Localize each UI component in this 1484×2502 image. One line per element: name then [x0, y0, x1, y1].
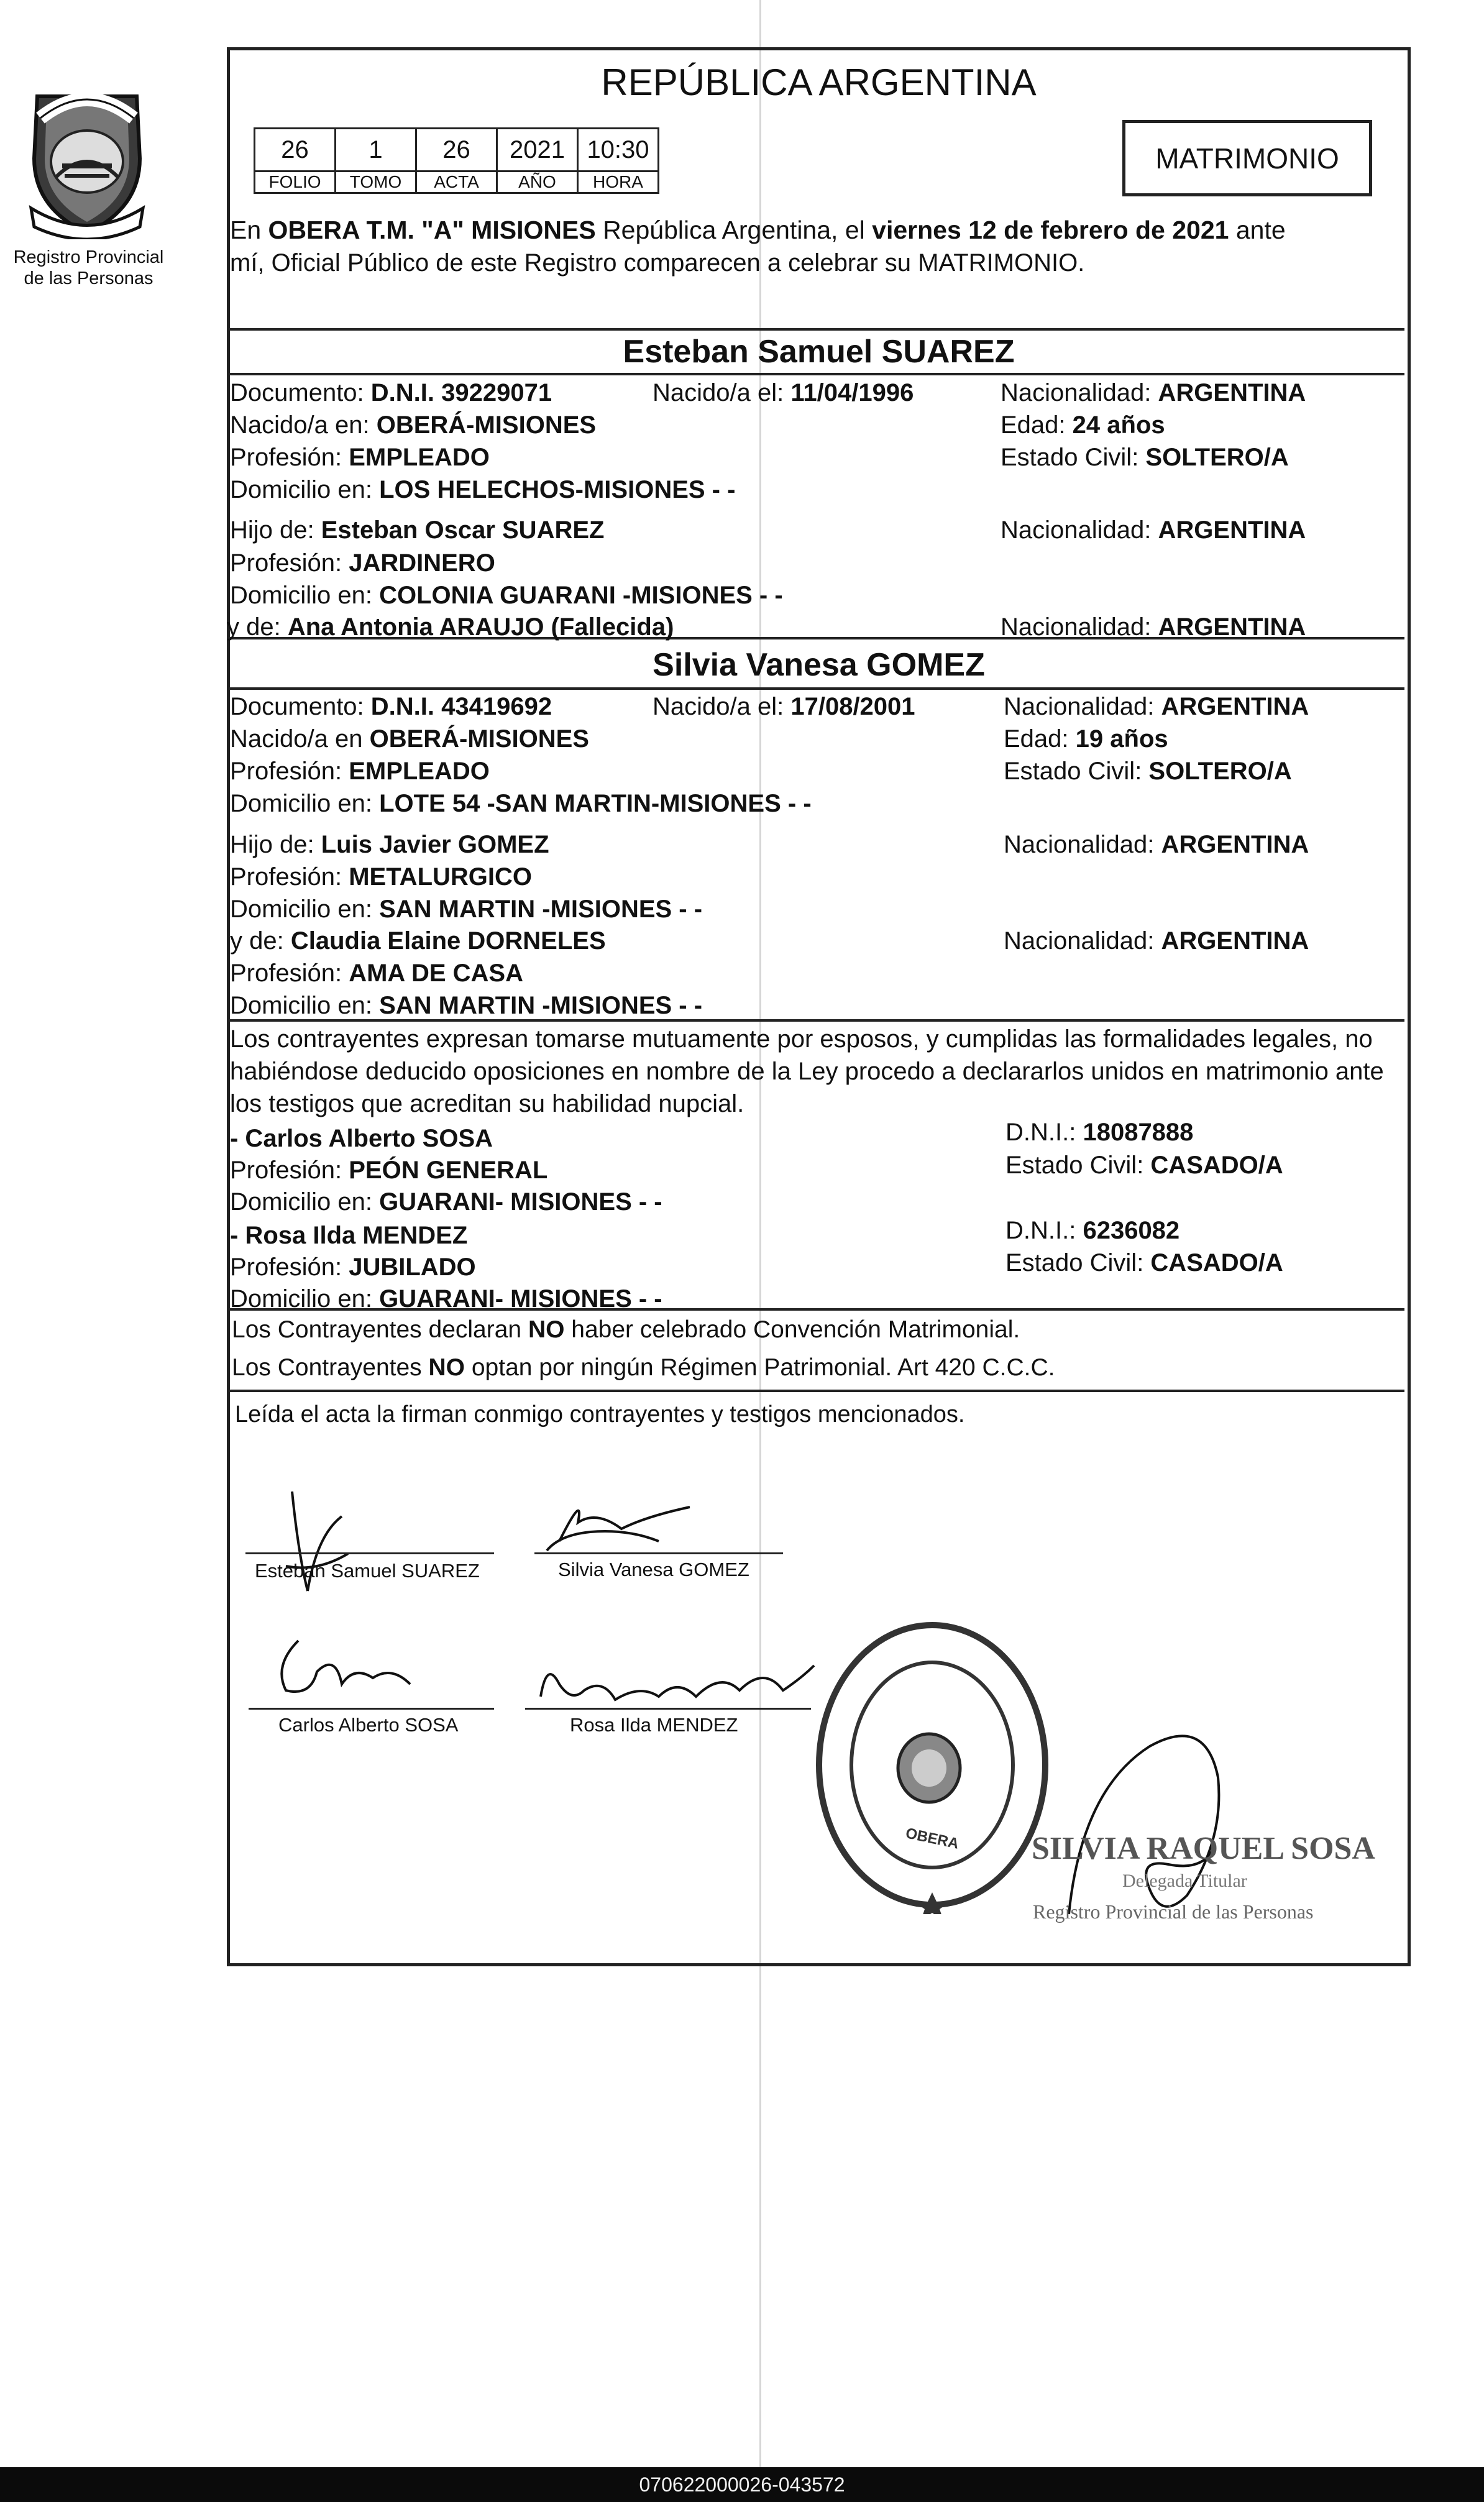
label: Estado Civil:	[1005, 1249, 1151, 1276]
separator	[227, 328, 1404, 331]
c1-edad	[1001, 413, 1165, 438]
value: ARGENTINA	[1161, 927, 1309, 955]
label: Profesión:	[230, 1157, 349, 1184]
official-title: Delegada Titular	[1122, 1871, 1247, 1891]
c1-nacido-el	[653, 380, 914, 405]
value: CASADO/A	[1150, 1152, 1283, 1179]
label: Domicilio en:	[230, 582, 380, 609]
c2-padre-profesion	[230, 864, 532, 889]
c2-padre-nacionalidad	[1004, 832, 1309, 857]
c1-profesion	[230, 445, 490, 470]
value: CASADO/A	[1150, 1249, 1283, 1276]
value: SOLTERO/A	[1148, 758, 1292, 785]
c2-nacido-en	[230, 726, 589, 751]
official-org: Registro Provincial de las Personas	[1033, 1900, 1314, 1923]
label: Edad:	[1004, 725, 1076, 753]
registry-table	[254, 127, 659, 194]
testigo-2-domicilio	[230, 1286, 662, 1311]
declaration-line-2: habiéndose deducido oposiciones en nombre de la Ley procedo a declararlos unidos en matrimonio ante	[230, 1058, 1384, 1085]
signature-label-1: Esteban Samuel SUAREZ	[255, 1560, 480, 1582]
label: D.N.I.:	[1005, 1119, 1083, 1146]
value: LOS HELECHOS-MISIONES - -	[379, 476, 736, 503]
value: PEÓN GENERAL	[349, 1157, 548, 1184]
signature-label-4: Rosa Ilda MENDEZ	[570, 1714, 738, 1736]
stamp-bottom-text: OBERA	[904, 1825, 961, 1853]
c1-estado-civil	[1001, 445, 1289, 470]
value: 6236082	[1083, 1217, 1180, 1244]
c1-nacionalidad	[1001, 380, 1306, 405]
declaration-line-3: los testigos que acreditan su habilidad nupcial.	[230, 1090, 744, 1117]
c2-domicilio	[230, 791, 812, 816]
c1-padre	[230, 518, 604, 543]
leida-text: Leída el acta la firman conmigo contrayentes y testigos mencionados.	[235, 1401, 965, 1427]
c2-padre	[230, 832, 549, 857]
c2-madre	[230, 928, 606, 953]
value: COLONIA GUARANI -MISIONES - -	[379, 582, 783, 609]
value: ARGENTINA	[1161, 693, 1309, 720]
text: haber celebrado Convención Matrimonial.	[564, 1316, 1020, 1343]
value: OBERÁ-MISIONES	[376, 411, 597, 439]
label: Domicilio en:	[230, 896, 380, 923]
c2-edad	[1004, 726, 1168, 751]
value: 17/08/2001	[790, 693, 915, 720]
signature-scribble-1	[273, 1479, 373, 1603]
value: OBERÁ-MISIONES	[369, 725, 589, 753]
anio-value: 2021	[497, 129, 578, 172]
label: Profesión:	[230, 444, 349, 471]
testigo-2-estado	[1005, 1250, 1283, 1275]
value: D.N.I. 39229071	[370, 379, 552, 406]
tomo-value: 1	[336, 129, 416, 172]
testigo-1-domicilio	[230, 1189, 662, 1214]
signature-scribble-3	[261, 1628, 423, 1709]
value: Esteban Oscar SUAREZ	[321, 516, 605, 544]
separator	[227, 1019, 1404, 1022]
acta-value: 26	[416, 129, 497, 172]
label: Documento:	[230, 693, 371, 720]
tomo-label: TOMO	[336, 172, 416, 193]
value: ARGENTINA	[1161, 831, 1309, 858]
label: Nacionalidad:	[1001, 613, 1158, 641]
signature-scribble-4	[534, 1653, 820, 1715]
value: JARDINERO	[349, 549, 495, 577]
value: EMPLEADO	[349, 758, 490, 785]
testigo-1-profesion	[230, 1158, 547, 1183]
testigo-2-profesion	[230, 1255, 476, 1280]
value: GUARANI- MISIONES - -	[379, 1285, 662, 1313]
label: Nacionalidad:	[1004, 927, 1161, 955]
label: Domicilio en:	[230, 1188, 380, 1216]
value: 24 años	[1072, 411, 1165, 439]
label: Documento:	[230, 379, 371, 406]
value: METALURGICO	[349, 863, 533, 891]
label: Domicilio en:	[230, 1285, 380, 1313]
label: Nacionalidad:	[1004, 693, 1161, 720]
value: Luis Javier GOMEZ	[321, 831, 549, 858]
acta-label: ACTA	[416, 172, 497, 193]
label: y de:	[227, 613, 288, 641]
value: ARGENTINA	[1158, 516, 1306, 544]
label: D.N.I.:	[1005, 1217, 1083, 1244]
c2-madre-nacionalidad	[1004, 928, 1309, 953]
c2-madre-domicilio	[230, 993, 702, 1018]
value: D.N.I. 43419692	[370, 693, 552, 720]
intro-line-1	[230, 218, 1286, 243]
intro-p1: En	[230, 216, 268, 244]
label: Nacionalidad:	[1001, 379, 1158, 406]
convencion-line-1	[232, 1317, 1020, 1342]
c1-documento	[230, 380, 552, 405]
c2-profesion	[230, 759, 490, 784]
label: Hijo de:	[230, 831, 321, 858]
footer-code: 070622000026-043572	[639, 2473, 845, 2496]
label: Nacionalidad:	[1001, 516, 1158, 544]
c2-madre-profesion	[230, 961, 523, 986]
label: Nacido/a el:	[653, 379, 791, 406]
folio-value: 26	[255, 129, 336, 172]
c1-nacido-en	[230, 413, 596, 438]
label: Estado Civil:	[1005, 1152, 1151, 1179]
intro-p2: República Argentina, el	[595, 216, 873, 244]
act-type-box: MATRIMONIO	[1122, 120, 1372, 196]
c2-nacionalidad	[1004, 694, 1309, 719]
text-bold: NO	[528, 1316, 565, 1343]
label: Profesión:	[230, 758, 349, 785]
label: Domicilio en:	[230, 992, 380, 1019]
intro-date: viernes 12 de febrero de 2021	[872, 216, 1229, 244]
value: 11/04/1996	[790, 379, 914, 406]
label: Estado Civil:	[1004, 758, 1149, 785]
declaration-line-1: Los contrayentes expresan tomarse mutuamente por esposos, y cumplidas las formalidades legales, no	[230, 1025, 1373, 1053]
signature-line-4	[525, 1708, 811, 1710]
testigo-1-estado	[1005, 1153, 1283, 1178]
intro-line-2: mí, Oficial Público de este Registro comparecen a celebrar su MATRIMONIO.	[230, 249, 1085, 277]
country-title: REPÚBLICA ARGENTINA	[601, 62, 1037, 103]
value: EMPLEADO	[349, 444, 490, 471]
text: Los Contrayentes	[232, 1354, 429, 1381]
hora-value: 10:30	[578, 129, 659, 172]
signature-line-3	[249, 1708, 494, 1710]
label: Nacido/a en:	[230, 411, 377, 439]
logo-caption-line2: de las Personas	[24, 268, 153, 288]
label: Nacido/a en	[230, 725, 370, 753]
testigo-1-dni	[1005, 1120, 1193, 1145]
text-bold: NO	[428, 1354, 465, 1381]
testigo-1-name: - Carlos Alberto SOSA	[230, 1125, 493, 1152]
signature-label-3: Carlos Alberto SOSA	[278, 1714, 459, 1736]
label: Profesión:	[230, 1253, 349, 1281]
text: Los Contrayentes declaran	[232, 1316, 528, 1343]
value: JUBILADO	[349, 1253, 476, 1281]
label: Profesión:	[230, 960, 349, 987]
testigo-2-name: - Rosa Ilda MENDEZ	[230, 1222, 468, 1249]
intro-p3: ante	[1229, 216, 1286, 244]
folio-label: FOLIO	[255, 172, 336, 193]
value: SAN MARTIN -MISIONES - -	[379, 992, 703, 1019]
signature-line-2	[534, 1552, 783, 1554]
c1-madre-nacionalidad	[1001, 615, 1306, 639]
separator	[227, 373, 1404, 375]
value: 19 años	[1075, 725, 1168, 753]
c1-padre-nacionalidad	[1001, 518, 1306, 543]
value: SOLTERO/A	[1145, 444, 1289, 471]
label: Domicilio en:	[230, 790, 380, 817]
testigo-2-dni	[1005, 1218, 1179, 1243]
signature-line-1	[245, 1552, 494, 1554]
anio-label: AÑO	[497, 172, 578, 193]
value: Ana Antonia ARAUJO (Fallecida)	[287, 613, 674, 641]
label: Nacionalidad:	[1004, 831, 1161, 858]
label: Domicilio en:	[230, 476, 380, 503]
label: Estado Civil:	[1001, 444, 1146, 471]
c2-nacido-el	[653, 694, 915, 719]
footer-bar	[0, 2467, 1484, 2502]
hora-label: HORA	[578, 172, 659, 193]
label: Profesión:	[230, 863, 349, 891]
c1-madre	[227, 615, 674, 639]
value: ARGENTINA	[1158, 379, 1306, 406]
separator	[227, 687, 1404, 690]
label: Hijo de:	[230, 516, 321, 544]
contrayente-1-name: Esteban Samuel SUAREZ	[623, 334, 1015, 370]
label: Profesión:	[230, 549, 349, 577]
label: y de:	[230, 927, 291, 955]
contrayente-2-name: Silvia Vanesa GOMEZ	[653, 647, 985, 683]
value: LOTE 54 -SAN MARTIN-MISIONES - -	[379, 790, 812, 817]
logo-caption-line1: Registro Provincial	[13, 247, 164, 267]
c2-documento	[230, 694, 552, 719]
separator	[227, 1390, 1404, 1392]
value: Claudia Elaine DORNELES	[290, 927, 606, 955]
value: ARGENTINA	[1158, 613, 1306, 641]
signature-scribble-2	[534, 1485, 696, 1560]
official-stamp	[808, 1616, 1056, 1914]
official-name: SILVIA RAQUEL SOSA	[1032, 1831, 1375, 1866]
text: optan por ningún Régimen Patrimonial. Art 420 C.C.C.	[465, 1354, 1055, 1381]
province-logo	[12, 84, 162, 239]
c1-padre-domicilio	[230, 583, 783, 608]
value: AMA DE CASA	[349, 960, 523, 987]
value: 18087888	[1083, 1119, 1194, 1146]
c2-estado-civil	[1004, 759, 1292, 784]
label: Nacido/a el:	[653, 693, 791, 720]
intro-place: OBERA T.M. "A" MISIONES	[268, 216, 596, 244]
c1-padre-profesion	[230, 551, 495, 575]
value: GUARANI- MISIONES - -	[379, 1188, 662, 1216]
c1-domicilio	[230, 477, 735, 502]
label: Edad:	[1001, 411, 1073, 439]
convencion-line-2	[232, 1355, 1055, 1380]
signature-label-2: Silvia Vanesa GOMEZ	[558, 1559, 749, 1580]
c2-padre-domicilio	[230, 897, 702, 922]
value: SAN MARTIN -MISIONES - -	[379, 896, 703, 923]
